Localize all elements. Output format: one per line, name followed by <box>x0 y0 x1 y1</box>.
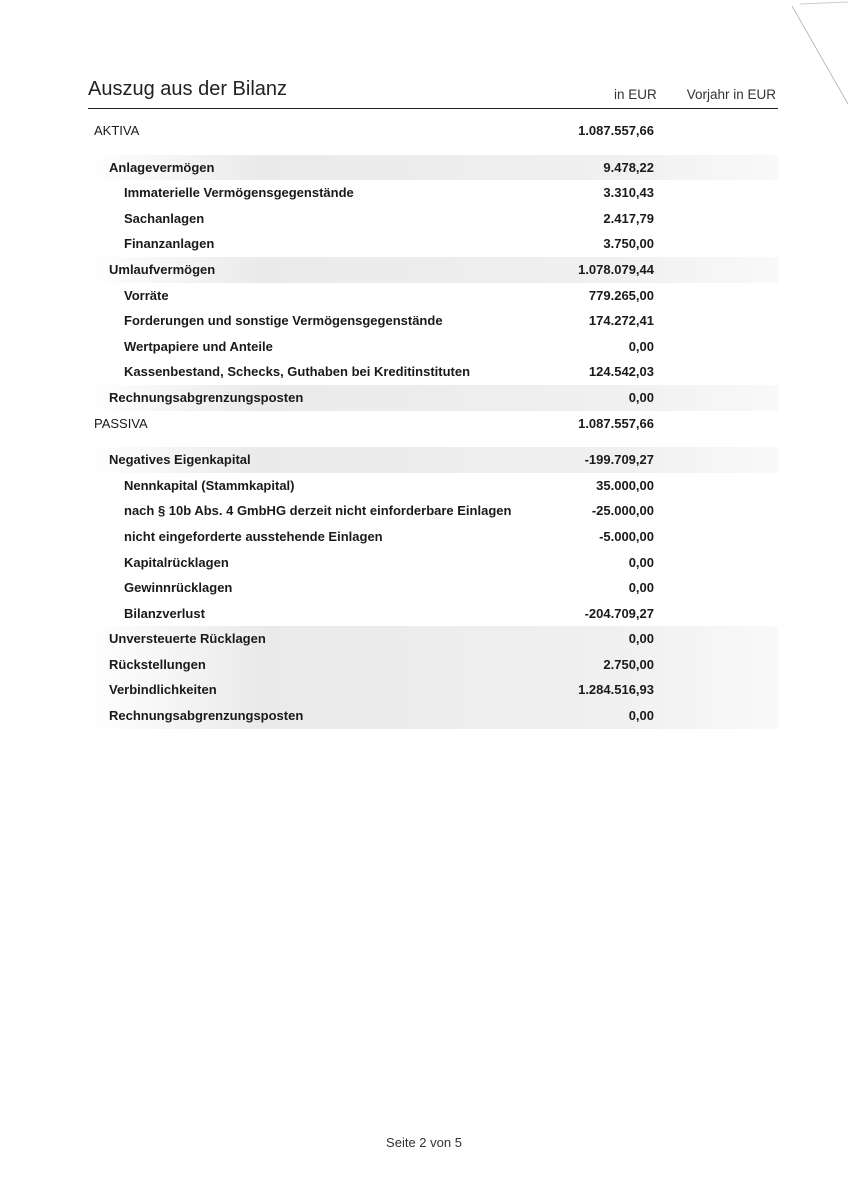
row-label: Immaterielle Vermögensgegenstände <box>124 185 354 201</box>
table-row <box>88 155 778 181</box>
row-label: Unversteuerte Rücklagen <box>109 631 266 647</box>
table-row <box>88 703 778 729</box>
table-header <box>88 78 778 109</box>
column-header-previous: Vorjahr in EUR <box>686 87 776 102</box>
row-value: 779.265,00 <box>588 287 654 303</box>
row-value: 0,00 <box>628 389 654 405</box>
row-label: Negatives Eigenkapital <box>109 452 251 468</box>
table-row <box>88 626 778 652</box>
row-value: 1.284.516,93 <box>578 682 654 698</box>
row-value: 2.417,79 <box>603 210 654 226</box>
table-row <box>88 601 778 627</box>
table-row <box>88 180 778 206</box>
table-row <box>88 411 778 437</box>
row-label: Verbindlichkeiten <box>109 682 217 698</box>
row-label: Kapitalrücklagen <box>124 554 229 570</box>
row-value: 0,00 <box>628 631 654 647</box>
row-label: Nennkapital (Stammkapital) <box>124 477 295 493</box>
row-label: Forderungen und sonstige Vermögensgegenstände <box>124 313 443 329</box>
row-label: nicht eingeforderte ausstehende Einlagen <box>124 528 383 544</box>
row-value: 2.750,00 <box>603 656 654 672</box>
balance-sheet-table <box>88 118 778 729</box>
row-label: nach § 10b Abs. 4 GmbHG derzeit nicht einforderbare Einlagen <box>124 503 512 519</box>
row-label: Gewinnrücklagen <box>124 580 233 596</box>
row-label: Umlaufvermögen <box>109 261 216 277</box>
table-row <box>88 550 778 576</box>
table-row <box>88 359 778 385</box>
row-label: Finanzanlagen <box>124 236 215 252</box>
row-label: Bilanzverlust <box>124 605 205 621</box>
row-label: AKTIVA <box>94 123 140 138</box>
row-label: Wertpapiere und Anteile <box>124 338 273 354</box>
page-number: Seite 2 von 5 <box>386 1135 462 1150</box>
table-row <box>88 206 778 232</box>
table-row <box>88 447 778 473</box>
row-value: 3.310,43 <box>603 185 654 201</box>
row-label: PASSIVA <box>94 415 148 431</box>
row-value: 0,00 <box>628 338 654 354</box>
table-row <box>88 308 778 334</box>
row-value: 0,00 <box>628 554 654 570</box>
row-value: 174.272,41 <box>588 313 654 329</box>
table-row <box>88 118 778 144</box>
row-label: Rückstellungen <box>109 656 206 672</box>
row-value: -25.000,00 <box>591 503 654 519</box>
row-value: 1.087.557,66 <box>578 415 654 431</box>
row-value: -199.709,27 <box>584 452 654 468</box>
table-row <box>88 231 778 257</box>
row-value: 35.000,00 <box>596 477 654 493</box>
table-row <box>88 334 778 360</box>
table-row <box>88 652 778 678</box>
page-title: Auszug aus der Bilanz <box>88 78 288 100</box>
table-row <box>88 677 778 703</box>
row-value: 1.087.557,66 <box>578 123 654 138</box>
table-row <box>88 385 778 411</box>
row-label: Vorräte <box>124 287 169 303</box>
row-label: Sachanlagen <box>124 210 205 226</box>
row-label: Kassenbestand, Schecks, Guthaben bei Kreditinstituten <box>124 364 471 380</box>
column-header-current: in EUR <box>614 87 657 102</box>
row-label: Anlagevermögen <box>109 159 215 175</box>
scan-fold-mark <box>792 0 848 110</box>
table-row <box>88 524 778 550</box>
row-value: 9.478,22 <box>603 159 654 175</box>
table-row <box>88 498 778 524</box>
row-value: 124.542,03 <box>588 364 654 380</box>
table-row <box>88 575 778 601</box>
row-label: Rechnungsabgrenzungsposten <box>109 708 304 724</box>
row-value: 0,00 <box>628 580 654 596</box>
table-row <box>88 473 778 499</box>
row-value: 0,00 <box>628 708 654 724</box>
table-row <box>88 257 778 283</box>
row-label: Rechnungsabgrenzungsposten <box>109 389 304 405</box>
row-value: 1.078.079,44 <box>578 261 654 277</box>
row-value: -204.709,27 <box>584 605 654 621</box>
row-value: 3.750,00 <box>603 236 654 252</box>
table-row <box>88 283 778 309</box>
row-value: -5.000,00 <box>599 528 654 544</box>
